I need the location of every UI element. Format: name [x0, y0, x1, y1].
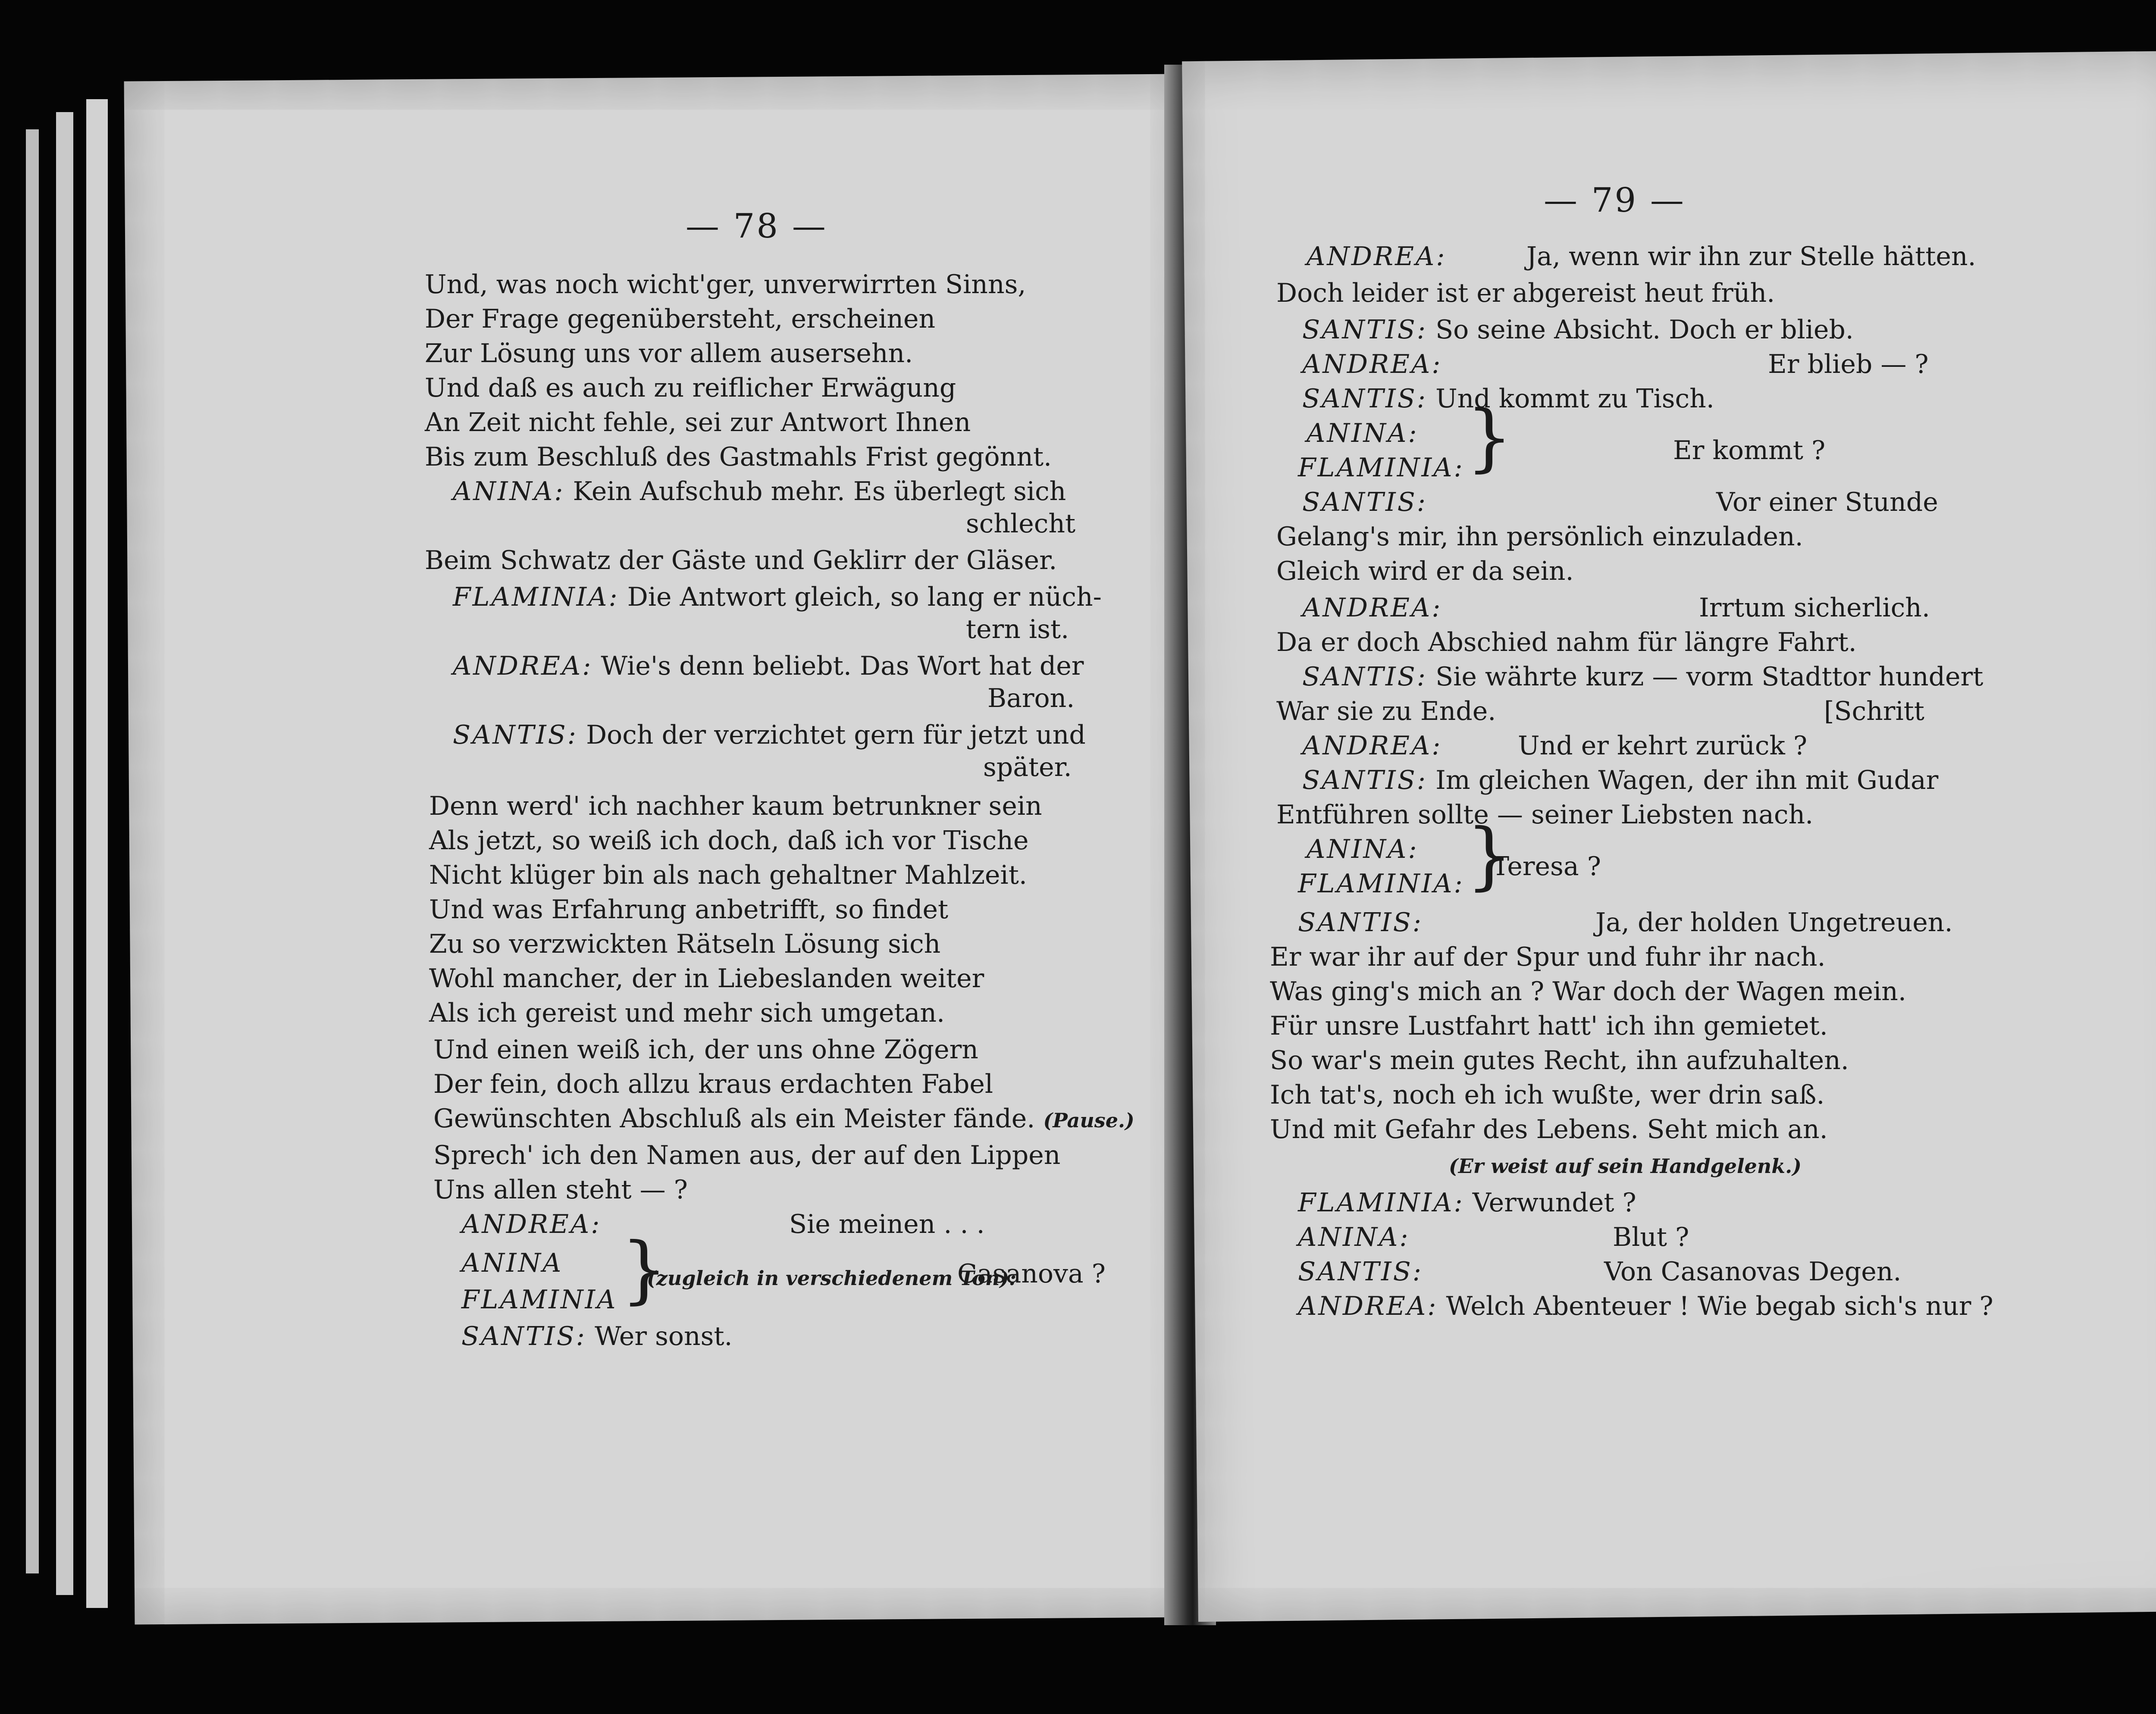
dialogue-text: Wie's denn beliebt. Das Wort hat der: [601, 651, 1084, 681]
speaker-name: ANINA:: [1307, 418, 1419, 448]
speaker-name: ANDREA:: [1302, 731, 1442, 761]
speaker-name: FLAMINIA: [461, 1285, 617, 1315]
dialogue-text: Kein Aufschub mehr. Es überlegt sich: [573, 476, 1066, 507]
dialogue-line: So war's mein gutes Recht, ihn aufzuhalten.: [1270, 1045, 1849, 1076]
speaker-name: ANDREA:: [1307, 241, 1447, 272]
speaker-name: ANDREA:: [1302, 349, 1442, 379]
dialogue-line: [433, 1101, 1134, 1138]
speaker-name: ANDREA:: [1298, 1291, 1438, 1321]
dialogue-line: [1302, 591, 1442, 625]
stage-direction: (Pause.): [1043, 1109, 1134, 1132]
dialogue-line: Uns allen steht — ?: [433, 1175, 688, 1205]
book-edge: [86, 99, 108, 1608]
dialogue-text: Und er kehrt zurück ?: [1518, 731, 1808, 761]
dialogue-text: Blut ?: [1613, 1222, 1689, 1252]
speaker-name: ANINA:: [1307, 834, 1419, 864]
dialogue-text: So seine Absicht. Doch er blieb.: [1435, 315, 1854, 345]
dialogue-line: Und was Erfahrung anbetrifft, so findet: [429, 895, 949, 925]
dialogue-text: Ja, wenn wir ihn zur Stelle hätten.: [1526, 241, 1976, 272]
dialogue-line: [1302, 313, 1854, 347]
dialogue-text: Welch Abenteuer ! Wie begab sich's nur ?: [1446, 1291, 1993, 1321]
dialogue-text: Sie währte kurz — vorm Stadttor hundert: [1435, 662, 1984, 692]
speaker-name: FLAMINIA:: [453, 582, 619, 612]
dialogue-line: [461, 1207, 601, 1242]
verse-line: Zur Lösung uns vor allem ausersehn.: [425, 338, 913, 369]
speaker-name: SANTIS:: [1302, 384, 1427, 414]
brace-symbol: }: [1466, 813, 1513, 898]
dialogue-line: Als ich gereist und mehr sich umgetan.: [429, 998, 945, 1028]
verse-line: Bis zum Beschluß des Gastmahls Frist gegönnt.: [425, 442, 1052, 472]
dialogue-text: Verwundet ?: [1472, 1188, 1636, 1218]
dialogue-line: Als jetzt, so weiß ich doch, daß ich vor Tische: [429, 826, 1029, 856]
dialogue-text: Doch der verzichtet gern für jetzt und: [586, 720, 1086, 750]
dialogue-line: Und mit Gefahr des Lebens. Seht mich an.: [1270, 1114, 1828, 1145]
speaker-name: ANDREA:: [1302, 593, 1442, 623]
dialogue-line: [1298, 1185, 1636, 1220]
dialogue-line: schlecht: [966, 509, 1076, 539]
speaker-name: SANTIS:: [1302, 487, 1427, 517]
dialogue-line: [1307, 239, 1446, 274]
dialogue-text: Ja, der holden Ungetreuen.: [1595, 907, 1953, 938]
speaker-name: FLAMINIA:: [1298, 869, 1464, 899]
speaker-name: SANTIS:: [1298, 1257, 1423, 1287]
dialogue-line: Baron.: [987, 683, 1075, 713]
speaker-name: ANINA: [461, 1248, 563, 1278]
dialogue-line: Sprech' ich den Namen aus, der auf den Lippen: [433, 1140, 1061, 1170]
dialogue-line: [1302, 660, 1983, 694]
speaker-name: ANINA:: [453, 476, 565, 507]
dialogue-line: [461, 1319, 733, 1354]
verse-line: Und daß es auch zu reiflicher Erwägung: [425, 373, 956, 403]
page-number-right: — 79 —: [1544, 181, 1686, 220]
dialogue-line: Wohl mancher, der in Liebeslanden weiter: [429, 963, 984, 994]
dialogue-text: Wer sonst.: [595, 1321, 733, 1351]
dialogue-line: Ich tat's, noch eh ich wußte, wer drin saß.: [1270, 1080, 1825, 1110]
dialogue-text: Sie meinen . . .: [789, 1209, 985, 1239]
dialogue-line: Für unsre Lustfahrt hatt' ich ihn gemietet.: [1270, 1011, 1828, 1041]
dialogue-text: Die Antwort gleich, so lang er nüch-: [627, 582, 1102, 612]
dialogue-line: Denn werd' ich nachher kaum betrunkner sein: [429, 791, 1042, 821]
dialogue-line: [1302, 485, 1427, 519]
dialogue-line: [1302, 729, 1442, 763]
dialogue-text: Und kommt zu Tisch.: [1435, 384, 1714, 414]
book-edge: [26, 129, 39, 1573]
speaker-name: SANTIS:: [1302, 765, 1427, 795]
dialogue-line: [1298, 1289, 1993, 1323]
dialogue-text: Casanova ?: [957, 1259, 1106, 1289]
dialogue-text: Im gleichen Wagen, der ihn mit Gudar: [1435, 765, 1939, 795]
brace-symbol: }: [1466, 395, 1513, 480]
dialogue-text: [Schritt: [1824, 696, 1924, 726]
dialogue-line: [453, 649, 1084, 683]
dialogue-line: Gleich wird er da sein.: [1276, 556, 1574, 586]
dialogue-text: Er blieb — ?: [1768, 349, 1929, 379]
verse-line: An Zeit nicht fehle, sei zur Antwort Ihnen: [425, 407, 971, 438]
dialogue-line: Zu so verzwickten Rätseln Lösung sich: [429, 929, 941, 959]
dialogue-text: Er kommt ?: [1673, 435, 1826, 466]
speaker-name: ANINA:: [1298, 1222, 1410, 1252]
speaker-name: FLAMINIA:: [1298, 453, 1464, 483]
dialogue-line: später.: [983, 752, 1072, 782]
dialogue-line: [1298, 1254, 1423, 1289]
book-edge: [56, 112, 73, 1595]
dialogue-line: [1298, 1220, 1410, 1254]
dialogue-line: [1302, 347, 1442, 382]
dialogue-line: [453, 580, 1102, 614]
dialogue-line: Und einen weiß ich, der uns ohne Zögern: [433, 1035, 978, 1065]
speaker-name: SANTIS:: [1302, 315, 1427, 345]
dialogue-text: Vor einer Stunde: [1716, 487, 1938, 517]
speaker-name: ANDREA:: [453, 651, 593, 681]
speaker-name: SANTIS:: [1298, 907, 1423, 938]
dialogue-line: tern ist.: [966, 614, 1069, 644]
dialogue-line: [453, 474, 1066, 509]
dialogue-text: Teresa ?: [1492, 851, 1601, 882]
dialogue-line: [1302, 763, 1938, 798]
dialogue-line: Nicht klüger bin als nach gehaltner Mahlzeit.: [429, 860, 1027, 890]
stage-direction: (Er weist auf sein Handgelenk.): [1449, 1154, 1802, 1178]
dialogue-line: Beim Schwatz der Gäste und Geklirr der Gläser.: [425, 545, 1057, 576]
brace-symbol: }: [621, 1227, 668, 1312]
speaker-name: SANTIS:: [461, 1321, 586, 1351]
dialogue-line: Was ging's mich an ? War doch der Wagen mein.: [1270, 976, 1906, 1007]
verse-line: Und, was noch wicht'ger, unverwirrten Sinns,: [425, 269, 1026, 300]
dialogue-line: Doch leider ist er abgereist heut früh.: [1276, 278, 1775, 308]
dialogue-line: Da er doch Abschied nahm für längre Fahrt.: [1276, 627, 1857, 657]
speaker-name: FLAMINIA:: [1298, 1188, 1464, 1218]
dialogue-text: Von Casanovas Degen.: [1604, 1257, 1902, 1287]
verse-line: Der Frage gegenübersteht, erscheinen: [425, 304, 936, 334]
speaker-name: SANTIS:: [1302, 662, 1427, 692]
speaker-name: SANTIS:: [453, 720, 578, 750]
dialogue-line: [453, 718, 1086, 752]
stage-direction: (zugleich in verschiedenem Ton):: [647, 1267, 1017, 1290]
speaker-name: ANDREA:: [461, 1209, 602, 1239]
dialogue-line: Entführen sollte — seiner Liebsten nach.: [1276, 800, 1814, 830]
dialogue-text: Irrtum sicherlich.: [1699, 593, 1930, 623]
dialogue-line: War sie zu Ende.: [1276, 696, 1496, 726]
dialogue-line: Der fein, doch allzu kraus erdachten Fabel: [433, 1069, 993, 1099]
page-number-left: — 78 —: [686, 207, 827, 246]
dialogue-line: Er war ihr auf der Spur und fuhr ihr nach.: [1270, 942, 1826, 972]
dialogue-line: Gelang's mir, ihn persönlich einzuladen.: [1276, 522, 1803, 552]
dialogue-text: Gewünschten Abschluß als ein Meister fände.: [433, 1104, 1035, 1134]
dialogue-line: [1298, 905, 1423, 940]
